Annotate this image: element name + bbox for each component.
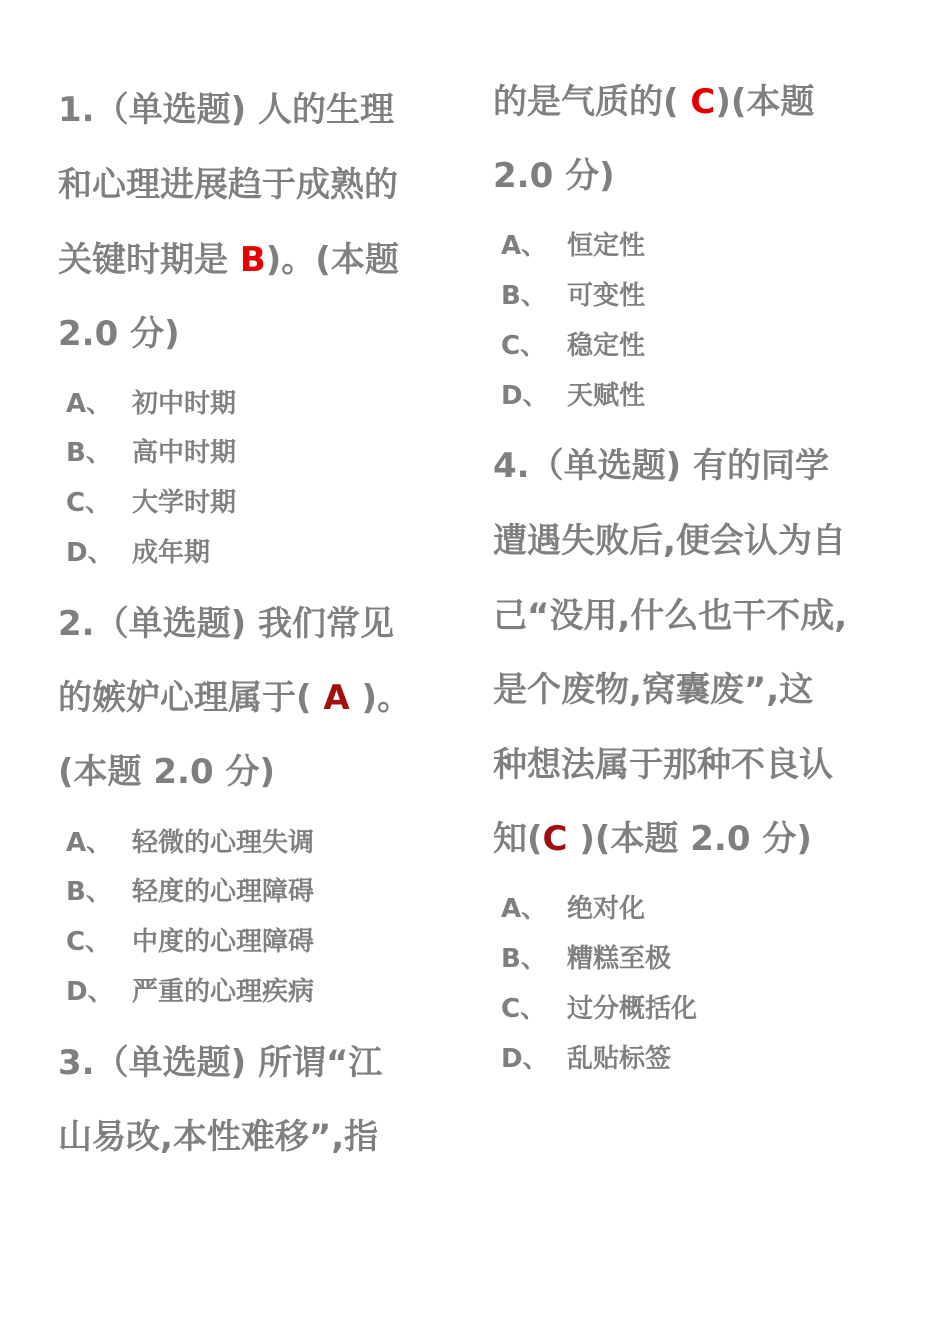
question-4-option-d[interactable] [501,1043,671,1075]
question-3-option-a[interactable] [501,230,645,262]
question-1-line-4: 2.0 分) [58,314,180,354]
option-letter: D、 [501,381,549,411]
option-letter: B、 [66,438,112,468]
question-4-line-4: 是个废物,窝囊废”,这 [493,670,814,710]
option-text: 稳定性 [567,331,646,361]
question-1-answer: B [239,240,266,280]
question-2-option-b[interactable] [66,876,314,908]
question-1-option-b[interactable] [66,437,236,469]
option-letter: D、 [501,1044,549,1074]
option-letter: B、 [501,281,547,311]
question-1-line-3-text: 关键时期是 [58,240,240,280]
option-letter: A、 [501,231,548,261]
option-letter: C、 [501,331,547,361]
question-3-after-answer: )(本题 [715,82,815,122]
question-4-option-b[interactable] [501,943,671,975]
question-1-option-a[interactable] [66,388,236,420]
question-3-line-1: 3.（单选题) 所谓“江 [58,1043,383,1083]
question-1-option-c[interactable] [66,487,236,519]
option-text: 高中时期 [132,438,237,468]
question-2-line-3: (本题 2.0 分) [58,752,275,792]
option-text: 乱贴标签 [567,1044,672,1074]
question-3-line-3-text: 的是气质的( [493,82,691,122]
option-text: 可变性 [567,281,646,311]
option-letter: C、 [66,927,112,957]
option-text: 大学时期 [132,488,237,518]
question-3-answer: C [690,82,716,122]
question-3-option-b[interactable] [501,280,645,312]
option-letter: C、 [501,994,547,1024]
question-2-answer: A [323,678,350,718]
option-letter: D、 [66,977,114,1007]
option-letter: D、 [66,538,114,568]
option-letter: B、 [66,877,112,907]
option-letter: B、 [501,944,547,974]
option-text: 严重的心理疾病 [132,977,315,1007]
question-3-line-3 [493,82,814,122]
option-letter: C、 [66,488,112,518]
option-text: 恒定性 [567,231,646,261]
option-letter: A、 [66,828,113,858]
question-3-option-d[interactable] [501,380,645,412]
option-text: 轻度的心理障碍 [132,877,315,907]
option-text: 糟糕至极 [567,944,672,974]
option-text: 成年期 [132,538,211,568]
question-1-after-answer: )。(本题 [265,240,399,280]
question-2-after-answer: )。 [349,678,412,718]
question-4-line-1: 4.（单选题) 有的同学 [493,446,829,486]
option-letter: A、 [66,389,113,419]
question-4-line-6 [493,819,812,859]
question-1-line-3 [58,240,399,280]
question-1-option-d[interactable] [66,537,210,569]
option-text: 轻微的心理失调 [132,828,315,858]
question-3-option-c[interactable] [501,330,645,362]
question-4-option-c[interactable] [501,993,697,1025]
option-text: 绝对化 [567,894,646,924]
question-2-line-1: 2.（单选题) 我们常见 [58,604,394,644]
option-text: 过分概括化 [567,994,698,1024]
question-4-after-answer: )(本题 2.0 分) [567,819,812,859]
question-2-line-2-text: 的嫉妒心理属于( [58,678,324,718]
question-4-line-2: 遭遇失败后,便会认为自 [493,521,846,561]
option-letter: A、 [501,894,548,924]
question-2-option-d[interactable] [66,976,314,1008]
question-1-line-2: 和心理进展趋于成熟的 [58,165,398,205]
question-4-answer: C [542,819,568,859]
question-4-line-3: 己“没用,什么也干不成, [493,596,848,636]
question-2-option-c[interactable] [66,926,314,958]
option-text: 中度的心理障碍 [132,927,315,957]
question-3-line-2: 山易改,本性难移”,指 [58,1117,379,1157]
question-2-option-a[interactable] [66,827,314,859]
question-3-line-4: 2.0 分) [493,156,615,196]
question-4-line-6-text: 知( [493,819,543,859]
question-2-line-2 [58,678,411,718]
option-text: 初中时期 [132,389,237,419]
question-4-line-5: 种想法属于那种不良认 [493,745,833,785]
question-1-line-1: 1.（单选题) 人的生理 [58,90,394,130]
question-4-option-a[interactable] [501,893,645,925]
option-text: 天赋性 [567,381,646,411]
